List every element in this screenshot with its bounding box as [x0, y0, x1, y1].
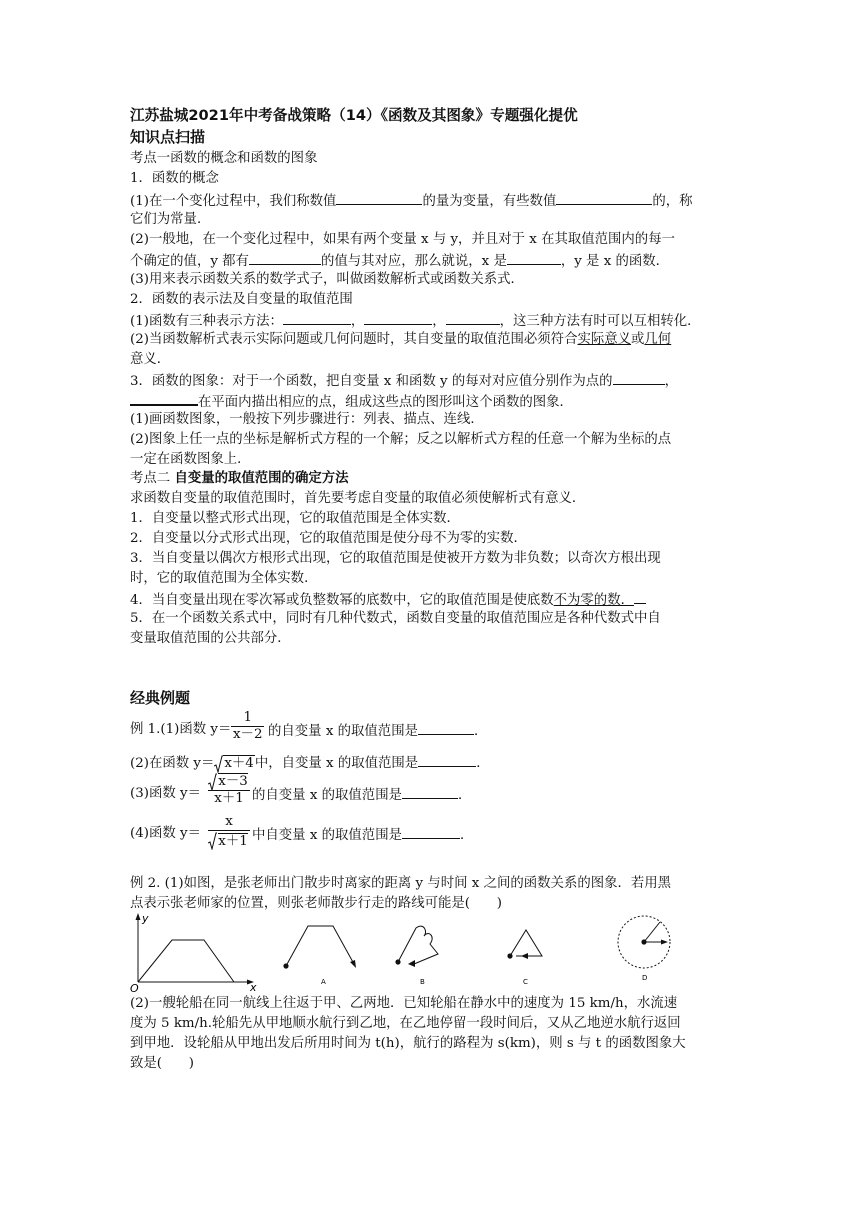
section-heading-examples: 经典例题: [130, 689, 191, 707]
paragraph-3b: (2)图象上任一点的坐标是解析式方程的一个解；反之以解析式方程的任意一个解为坐标的点: [130, 432, 672, 447]
text: (4)函数 y＝: [130, 826, 201, 841]
option-a-label: A: [321, 978, 326, 986]
underlined-text: 几何: [644, 332, 672, 347]
example-2b-line-4: 致是( ): [130, 1056, 195, 1071]
text: (2)当函数解析式表示实际问题或几何问题时，其自变量的取值范围必须符合: [130, 332, 578, 347]
rule-3: 3．当自变量以偶次方根形式出现，它的取值范围是使被开方数为非负数；以奇次方根出现: [130, 551, 661, 566]
denominator: x－2: [233, 727, 263, 742]
text: 的自变量 x 的取值范围是 ．: [252, 784, 471, 806]
y-axis-label: y: [142, 912, 149, 925]
x-axis-label: x: [250, 981, 257, 994]
numerator: x: [225, 814, 233, 829]
example-2-line-2: 点表示张老师家的位置，则张老师散步行走的路线可能是( ): [130, 896, 502, 911]
rule-3-cont: 时，它的取值范围为全体实数．: [130, 571, 318, 586]
numerator: 1: [243, 710, 252, 725]
blank: [283, 310, 351, 325]
text: ，: [350, 314, 365, 329]
option-d-label: D: [642, 974, 648, 982]
text: (2)在函数 y＝: [130, 756, 215, 771]
text: 或: [631, 332, 645, 347]
text: ，这三种方法有时可以互相转化．: [499, 314, 701, 329]
blank: [364, 310, 432, 325]
text: 的，称: [652, 194, 693, 209]
blank: [130, 390, 198, 406]
text: 中自变量 x 的取值范围是 ．: [252, 824, 473, 846]
section-heading-knowledge: 知识点扫描: [130, 128, 206, 146]
underlined-text: 实际意义: [577, 332, 632, 347]
example-2-figure: [128, 910, 688, 994]
text: (3)函数 y＝: [130, 786, 201, 801]
text: 3．函数的图象：对于一个函数，把自变量 x 和函数 y 的每对对应值分别作为点的: [130, 374, 613, 389]
paragraph-2b-cont: 意义．: [130, 352, 171, 367]
text: 例 1.(1)函数 y＝: [130, 722, 232, 737]
paragraph-1a: [130, 190, 740, 212]
blank: [446, 310, 500, 325]
fraction: [208, 814, 250, 850]
rule-5: 5．在一个函数关系式中，同时有几种代数式，函数自变量的取值范围应是各种代数式中自: [130, 611, 661, 626]
radicand: x＋4: [224, 756, 254, 771]
denominator: x＋1: [208, 790, 250, 807]
example-2-line-1: 例 2. (1)如图，是张老师出门散步时离家的距离 y 与时间 x 之间的函数关系的图象．若用黑: [130, 876, 672, 891]
paragraph-1b-cont: [130, 250, 740, 272]
text: 的值与其对应，那么就说，x 是: [320, 254, 507, 269]
option-d-path: [618, 916, 670, 982]
blank: [556, 190, 652, 205]
distance-time-graph: [130, 912, 257, 994]
text: 中，自变量 x 的取值范围是: [254, 756, 419, 771]
denominator: x＋1: [208, 830, 250, 850]
text: 个确定的值，y 都有: [130, 254, 249, 269]
text: ，y 是 x 的函数．: [560, 254, 670, 269]
text: (1)在一个变化过程中，我们称数值: [130, 194, 337, 209]
origin-label: O: [130, 982, 139, 994]
paragraph-2b: [130, 330, 740, 350]
example-1-part-2: [130, 752, 740, 774]
example-2b-line-3: 到甲地．设轮船从甲地出发后所用时间为 t(h)，航行的路程为 s(km)，则 s 与 t 的函数图象大: [130, 1036, 686, 1051]
blank: [634, 589, 646, 604]
blank: [249, 250, 321, 265]
rule-2: 2．自变量以分式形式出现，它的取值范围是使分母不为零的实数．: [130, 531, 527, 546]
blank: [613, 370, 665, 385]
rule-intro: 求函数自变量的取值范围时，首先要考虑自变量的取值必须使解析式有意义．: [130, 491, 586, 506]
square-root: [214, 754, 254, 774]
paragraph-2a: [130, 310, 740, 332]
rule-1: 1．自变量以整式形式出现，它的取值范围是全体实数．: [130, 511, 460, 526]
topic-one-heading: 考点一函数的概念和函数的图象: [130, 151, 318, 166]
item-3: [130, 370, 740, 392]
example-1-part-1: [130, 710, 740, 746]
item-1-heading: 1．函数的概念: [130, 171, 219, 186]
text: 4．当自变量出现在零次幂或负整数幂的底数中，它的取值范围是使底数: [130, 593, 554, 608]
paragraph-1c: (3)用来表示函数关系的数学式子，叫做函数解析式或函数关系式．: [130, 272, 524, 287]
text: 考点二: [130, 471, 171, 486]
underlined-text: 不为零的数．: [553, 593, 634, 608]
text: 的量为变量，有些数值: [422, 194, 557, 209]
rule-4: [130, 589, 740, 611]
text: 的自变量 x 的取值范围是 ．: [268, 720, 487, 742]
blank: [507, 250, 561, 265]
option-b-path: [395, 926, 438, 986]
text: 在平面内描出相应的点，组成这些点的图形叫这个函数的图象．: [198, 395, 573, 410]
option-a-path: [283, 926, 356, 986]
document-title: 江苏盐城2021年中考备战策略（14）《函数及其图象》专题强化提优: [130, 107, 578, 124]
option-c-label: C: [523, 978, 528, 986]
text: ，: [664, 374, 678, 389]
option-c-path: [507, 930, 542, 986]
blank: [336, 190, 422, 205]
text: ，: [432, 314, 446, 329]
fraction: [231, 710, 264, 743]
bold-text: 自变量的取值范围的确定方法: [174, 471, 349, 486]
text: ．: [476, 756, 490, 771]
rule-5-cont: 变量取值范围的公共部分．: [130, 631, 291, 646]
example-1-part-4: [130, 814, 740, 852]
paragraph-3a: (1)画函数图象，一般按下列步骤进行：列表、描点、连线．: [130, 412, 484, 427]
text: (1)函数有三种表示方法：: [130, 314, 283, 329]
paragraph-3b-cont: 一定在函数图象上．: [130, 452, 251, 467]
option-b-label: B: [420, 978, 425, 986]
numerator: x－3: [208, 774, 250, 790]
paragraph-1b: (2)一般地，在一个变化过程中，如果有两个变量 x 与 y，并且对于 x 在其取值范围内的每一: [130, 232, 675, 247]
item-2-heading: 2．函数的表示法及自变量的取值范围: [130, 292, 353, 307]
example-1-part-3: [130, 774, 740, 810]
example-2b-line-2: 度为 5 km/h.轮船先从甲地顺水航行到乙地，在乙地停留一段时间后，又从乙地逆水航行返回: [130, 1016, 681, 1031]
topic-two-heading: [130, 469, 740, 489]
blank: [418, 752, 476, 767]
fraction: [208, 774, 250, 807]
example-2b-line-1: (2)一艘轮船在同一航线上往返于甲、乙两地．已知轮船在静水中的速度为 15 km/h，水流速: [130, 996, 678, 1011]
paragraph-1a-cont: 它们为常量．: [130, 212, 211, 227]
